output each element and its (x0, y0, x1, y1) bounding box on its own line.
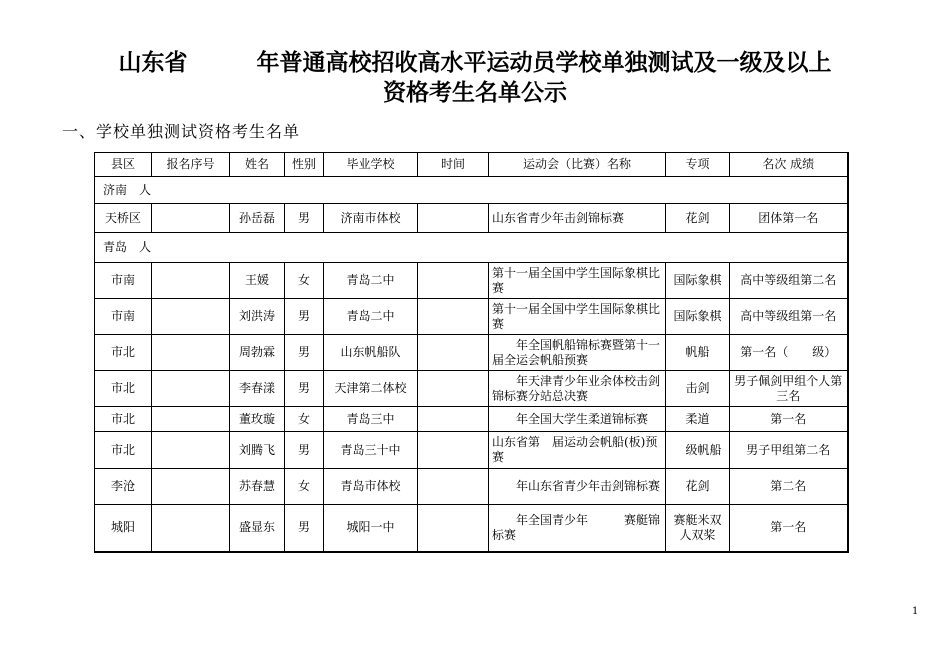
header-cell: 毕业学校 (324, 153, 418, 177)
table-cell: 花剑 (666, 204, 730, 233)
table-cell: 男 (285, 335, 324, 371)
table-cell: 女 (285, 263, 324, 299)
page-number: 1 (912, 606, 919, 617)
table-cell: 市北 (95, 407, 152, 432)
table-cell: 第一名 (730, 407, 848, 432)
document-title-line2: 资格考生名单公示 (383, 80, 567, 106)
table-cell: 男 (285, 204, 324, 233)
table-row (95, 263, 848, 299)
table-cell: 苏春慧 (230, 469, 285, 505)
table-cell: 女 (285, 469, 324, 505)
table-cell: 周勃霖 (230, 335, 285, 371)
table-cell: 团体第一名 (730, 204, 848, 233)
table-cell: 花剑 (666, 469, 730, 505)
table-cell: 男子佩剑甲组个人第三名 (730, 371, 848, 407)
table-cell: 帆船 (666, 335, 730, 371)
header-cell: 名次 成绩 (730, 153, 848, 177)
table-cell (152, 335, 230, 371)
table-cell: 女 (285, 407, 324, 432)
region-row (95, 233, 848, 263)
table-cell (418, 335, 489, 371)
table-cell: 山东帆船队 (324, 335, 418, 371)
table-cell: 青岛二中 (324, 299, 418, 335)
table-cell (152, 407, 230, 432)
table-cell: 击剑 (666, 371, 730, 407)
table-cell: 刘腾飞 (230, 432, 285, 469)
table-row (95, 432, 848, 469)
table-row (95, 371, 848, 407)
table-header-row (95, 153, 848, 177)
header-cell: 县区 (95, 153, 152, 177)
table-cell (152, 432, 230, 469)
table-cell: 第二名 (730, 469, 848, 505)
table-cell (152, 299, 230, 335)
table-cell: 市北 (95, 432, 152, 469)
table-cell: 年全国帆船锦标赛暨第十一届全运会帆船预赛 (489, 335, 666, 371)
table-cell: 年山东省青少年击剑锦标赛 (489, 469, 666, 505)
header-cell: 专项 (666, 153, 730, 177)
header-cell: 时间 (418, 153, 489, 177)
table-cell: 山东省第 届运动会帆船(板)预赛 (489, 432, 666, 469)
table-cell: 市北 (95, 371, 152, 407)
table-cell (152, 505, 230, 552)
table-cell: 男 (285, 299, 324, 335)
table-cell: 城阳一中 (324, 505, 418, 552)
header-cell: 姓名 (230, 153, 285, 177)
table-cell (418, 505, 489, 552)
table-cell: 第十一届全国中学生国际象棋比赛 (489, 299, 666, 335)
table-cell: 年全国大学生柔道锦标赛 (489, 407, 666, 432)
table-cell: 柔道 (666, 407, 730, 432)
table-cell (152, 469, 230, 505)
table-cell: 国际象棋 (666, 263, 730, 299)
table-cell: 天桥区 (95, 204, 152, 233)
table-cell (418, 204, 489, 233)
table-cell: 刘洪涛 (230, 299, 285, 335)
table-cell (418, 371, 489, 407)
table-cell (418, 299, 489, 335)
table-cell: 城阳 (95, 505, 152, 552)
table-row (95, 505, 848, 552)
table-cell: 男 (285, 505, 324, 552)
table-cell: 男子甲组第二名 (730, 432, 848, 469)
table-cell: 青岛三中 (324, 407, 418, 432)
table-cell (418, 263, 489, 299)
table-row (95, 335, 848, 371)
table-row (95, 469, 848, 505)
table-cell (152, 204, 230, 233)
table-cell: 市南 (95, 263, 152, 299)
table-cell: 市北 (95, 335, 152, 371)
table-cell: 董玫璇 (230, 407, 285, 432)
header-cell: 性别 (285, 153, 324, 177)
table-cell: 高中等级组第二名 (730, 263, 848, 299)
region-label: 济南 人 (95, 177, 848, 204)
table-cell: 赛艇米双人双桨 (666, 505, 730, 552)
table-cell: 天津第二体校 (324, 371, 418, 407)
region-label: 青岛 人 (95, 233, 848, 263)
document-title-line1: 山东省 年普通高校招收高水平运动员学校单独测试及一级及以上 (118, 50, 832, 76)
table-cell: 李沧 (95, 469, 152, 505)
table-row (95, 407, 848, 432)
table-cell: 济南市体校 (324, 204, 418, 233)
table-cell (418, 469, 489, 505)
table-cell: 第一名 (730, 505, 848, 552)
table-cell: 青岛三十中 (324, 432, 418, 469)
header-cell: 运动会（比赛）名称 (489, 153, 666, 177)
table-cell (418, 407, 489, 432)
table-cell: 男 (285, 371, 324, 407)
table-cell: 国际象棋 (666, 299, 730, 335)
section-heading: 一、学校单独测试资格考生名单 (62, 122, 301, 141)
table-cell: 高中等级组第一名 (730, 299, 848, 335)
table-cell: 级帆船 (666, 432, 730, 469)
header-cell: 报名序号 (152, 153, 230, 177)
table-cell: 孙岳磊 (230, 204, 285, 233)
table-cell: 市南 (95, 299, 152, 335)
table-cell: 青岛二中 (324, 263, 418, 299)
table-cell (418, 432, 489, 469)
candidate-table (94, 152, 849, 553)
table-row (95, 204, 848, 233)
table-cell: 男 (285, 432, 324, 469)
table-cell: 第一名（ 级） (730, 335, 848, 371)
table-cell: 年天津青少年业余体校击剑锦标赛分站总决赛 (489, 371, 666, 407)
table-cell: 盛显东 (230, 505, 285, 552)
table-cell: 青岛市体校 (324, 469, 418, 505)
region-row (95, 177, 848, 204)
table-cell (152, 371, 230, 407)
table-cell: 年全国青少年 赛艇锦标赛 (489, 505, 666, 552)
table-cell: 山东省青少年击剑锦标赛 (489, 204, 666, 233)
table-cell: 李春漾 (230, 371, 285, 407)
table-cell: 第十一届全国中学生国际象棋比赛 (489, 263, 666, 299)
table-cell: 王媛 (230, 263, 285, 299)
table-cell (152, 263, 230, 299)
table-row (95, 299, 848, 335)
